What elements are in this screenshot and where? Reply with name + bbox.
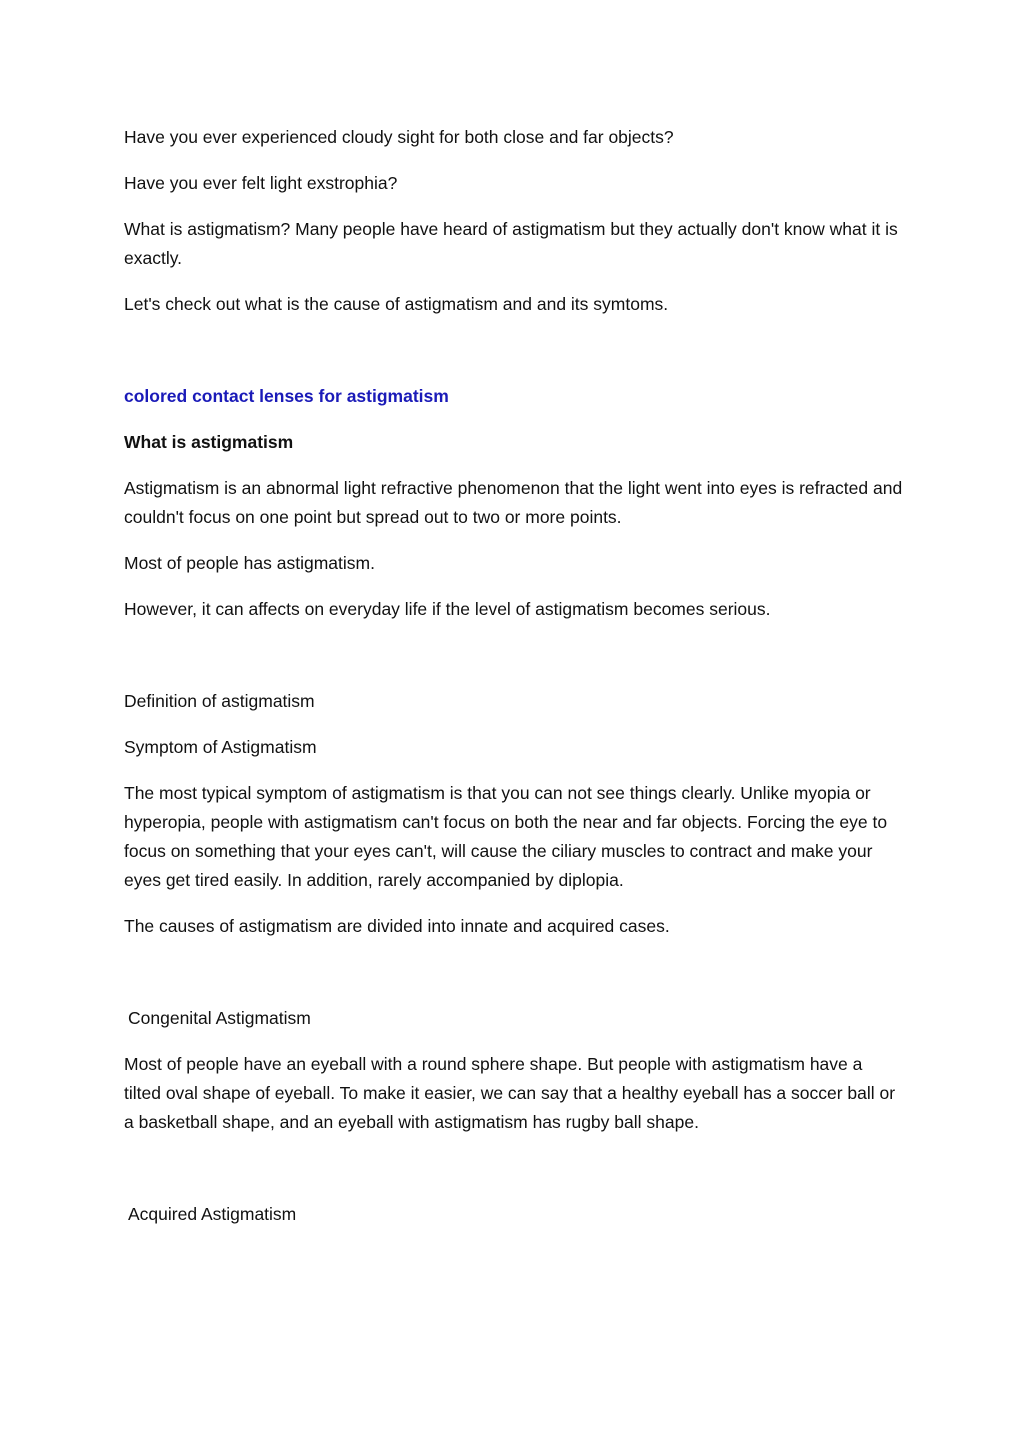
acquired-heading: Acquired Astigmatism (128, 1204, 297, 1224)
what-is-paragraph-3: However, it can affects on everyday life if the level of astigmatism becomes serious. (124, 599, 771, 619)
section-heading-what-is: What is astigmatism (124, 432, 294, 452)
what-is-paragraph-2: Most of people has astigmatism. (124, 553, 375, 573)
intro-cta: Let's check out what is the cause of astigmatism and and its symtoms. (124, 294, 669, 314)
definition-heading: Definition of astigmatism (124, 691, 315, 711)
symptom-heading: Symptom of Astigmatism (124, 737, 317, 757)
symptom-paragraph-1: The most typical symptom of astigmatism is that you can not see things clearly. Unlike myopia or hyperopia, people with astigmatism can't focus on both the near and far objects. Forcing the eye to focus on something that your eyes can't, will cause the ciliary muscles to contract and make your eyes get tired easily. In addition, rarely accompanied by diplopia. (124, 783, 888, 890)
congenital-paragraph: Most of people have an eyeball with a round sphere shape. But people with astigmatism have a tilted oval shape of eyeball. To make it easier, we can say that a healthy eyeball has a soccer ball or a basketball shape, and an eyeball with astigmatism has rugby ball shape. (124, 1054, 896, 1132)
intro-question-2: Have you ever felt light exstrophia? (124, 173, 398, 193)
spacer (124, 641, 904, 687)
contact-lenses-link[interactable]: colored contact lenses for astigmatism (124, 386, 449, 406)
spacer (124, 1154, 904, 1200)
spacer (124, 336, 904, 382)
spacer (124, 958, 904, 1004)
what-is-paragraph-1: Astigmatism is an abnormal light refractive phenomenon that the light went into eyes is refracted and couldn't focus on one point but spread out to two or more points. (124, 478, 903, 527)
document-page (124, 123, 904, 1246)
intro-paragraph: What is astigmatism? Many people have heard of astigmatism but they actually don't know what it is exactly. (124, 219, 898, 268)
intro-question-1: Have you ever experienced cloudy sight for both close and far objects? (124, 127, 674, 147)
congenital-heading: Congenital Astigmatism (128, 1008, 311, 1028)
symptom-paragraph-2: The causes of astigmatism are divided into innate and acquired cases. (124, 916, 670, 936)
